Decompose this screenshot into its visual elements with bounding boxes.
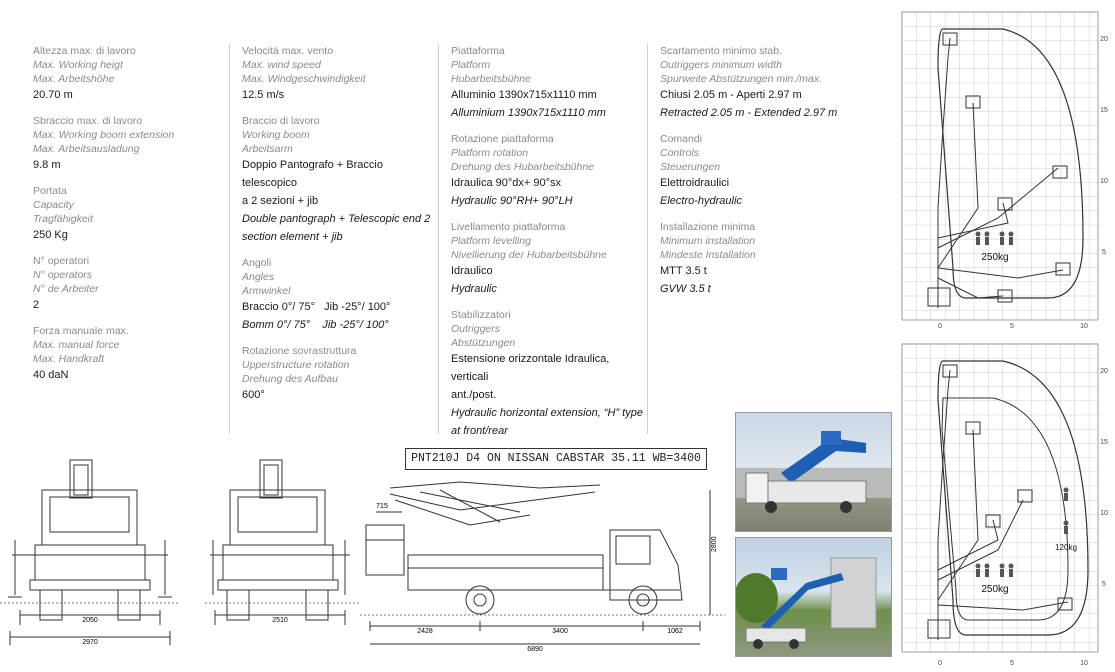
y-tick: 20	[1100, 368, 1108, 375]
load-label: 120kg	[1055, 543, 1077, 552]
dim-wheelbase: 3400	[552, 628, 568, 635]
spec-column-1	[33, 44, 228, 394]
spec-value: 600°	[242, 389, 265, 401]
spec-outrigger-width	[660, 44, 855, 122]
y-tick: 15	[1100, 107, 1108, 114]
spec-platform-levelling	[451, 220, 646, 298]
front-view-closed	[0, 455, 180, 655]
label-de: Mindeste Installation	[660, 249, 756, 261]
label-en: Capacity	[33, 199, 74, 211]
dim-height: 2800	[711, 536, 718, 552]
boom-positions	[928, 365, 1072, 640]
y-tick: 10	[1100, 510, 1108, 517]
truck-photo-boom-extended	[735, 537, 892, 657]
label-de: N° de Arbeiter	[33, 283, 99, 295]
label-de: Spurweite Abstützungen min./max.	[660, 73, 822, 85]
load-label: 250kg	[981, 252, 1009, 263]
chart-frame	[902, 344, 1098, 652]
spec-value: 9.8 m	[33, 159, 61, 171]
y-tick: 5	[1102, 249, 1106, 256]
working-range-chart-bottom	[898, 340, 1110, 668]
boom-positions	[928, 33, 1070, 308]
x-tick: 5	[1010, 323, 1014, 330]
working-range-chart-top	[898, 8, 1110, 336]
label-en: Max. Working boom extension	[33, 129, 175, 141]
label-it: Forza manuale max.	[33, 325, 129, 337]
spec-value: 12.5 m/s	[242, 89, 285, 101]
spec-min-installation	[660, 220, 855, 298]
front-view-open	[205, 455, 360, 655]
spec-working-boom	[242, 114, 437, 246]
dim-total-length: 6890	[527, 646, 543, 653]
label-en: Max. wind speed	[242, 59, 321, 71]
spec-rotation	[242, 344, 437, 404]
spec-value-en: Double pantograph + Telescopic end 2	[242, 213, 431, 225]
spec-value-en: at front/rear	[451, 425, 508, 437]
label-it: Rotazione sovrastruttura	[242, 345, 357, 357]
photo-illustration	[736, 413, 891, 531]
label-it: Braccio di lavoro	[242, 115, 320, 127]
spec-angles	[242, 256, 437, 334]
spec-capacity	[33, 184, 228, 244]
spec-max-boom-extension	[33, 114, 228, 174]
label-en: N° operators	[33, 269, 93, 281]
label-de: Tragfähigkeit	[33, 213, 93, 225]
operators-icon	[976, 232, 1014, 246]
dim-platform-width: 715	[376, 503, 388, 510]
label-en: Max. Working heigt	[33, 59, 123, 71]
spec-wind-speed	[242, 44, 437, 104]
spec-operators	[33, 254, 228, 314]
label-en: Outriggers	[451, 323, 501, 335]
separator	[647, 44, 648, 434]
spec-column-2	[242, 44, 437, 414]
label-it: N° operatori	[33, 255, 90, 267]
label-de: Max. Arbeitshöhe	[33, 73, 115, 85]
label-de: Drehung des Hubarbeitsbühne	[451, 161, 595, 173]
dim-front-closed: 2050	[82, 617, 98, 624]
spec-controls	[660, 132, 855, 210]
x-tick: 10	[1080, 323, 1088, 330]
spec-outriggers	[451, 308, 646, 440]
spec-value-en: Retracted 2.05 m - Extended 2.97 m	[660, 107, 838, 119]
x-tick: 0	[938, 323, 942, 330]
chart-grid	[902, 12, 1098, 320]
label-de: Max. Windgeschwindigkeit	[242, 73, 366, 85]
label-en: Working boom	[242, 129, 310, 141]
spec-value: Chiusi 2.05 m - Aperti 2.97 m	[660, 89, 802, 101]
label-en: Outriggers minimum width	[660, 59, 782, 71]
label-de: Max. Arbeitsausladung	[33, 143, 140, 155]
spec-value-en: Hydraulic	[451, 283, 497, 295]
spec-value: MTT 3.5 t	[660, 265, 707, 277]
label-de: Max. Handkraft	[33, 353, 105, 365]
x-tick: 5	[1010, 660, 1014, 667]
label-de: Steuerungen	[660, 161, 721, 173]
spec-value-en: Hydraulic horizontal extension, “H” type	[451, 407, 643, 419]
y-tick: 10	[1100, 178, 1108, 185]
label-en: Upperstructure rotation	[242, 359, 350, 371]
dim-rear-overhang: 2428	[417, 628, 433, 635]
y-tick: 15	[1100, 439, 1108, 446]
spec-value-en: Bomm 0°/ 75° Jib -25°/ 100°	[242, 319, 389, 331]
spec-max-working-height	[33, 44, 228, 104]
model-title: PNT210J D4 ON NISSAN CABSTAR 35.11 WB=3400	[405, 448, 707, 470]
label-it: Rotazione piattaforma	[451, 133, 554, 145]
label-it: Comandi	[660, 133, 703, 145]
spec-value: Braccio 0°/ 75° Jib -25°/ 100°	[242, 301, 391, 313]
label-en: Minimum installation	[660, 235, 756, 247]
spec-platform	[451, 44, 646, 122]
photo-illustration	[736, 538, 891, 656]
spec-value: 40 daN	[33, 369, 69, 381]
dim-front-open: 2970	[82, 639, 98, 646]
label-it: Stabilizzatori	[451, 309, 511, 321]
spec-value: ant./post.	[451, 389, 497, 401]
spec-value: Doppio Pantografo + Braccio telescopico	[242, 159, 383, 189]
spec-value: 2	[33, 299, 40, 311]
separator	[438, 44, 439, 434]
x-tick: 10	[1080, 660, 1088, 667]
label-it: Livellamento piattaforma	[451, 221, 566, 233]
label-it: Angoli	[242, 257, 272, 269]
spec-column-4	[660, 44, 855, 308]
load-label: 250kg	[981, 584, 1009, 595]
y-tick: 20	[1100, 36, 1108, 43]
spec-value: Idraulica 90°dx+ 90°sx	[451, 177, 561, 189]
x-tick: 0	[938, 660, 942, 667]
chart-frame	[902, 12, 1098, 320]
spec-value: 20.70 m	[33, 89, 73, 101]
label-de: Abstützungen	[451, 337, 516, 349]
label-en: Platform rotation	[451, 147, 529, 159]
spec-manual-force	[33, 324, 228, 384]
dim-rear-closed: 2510	[272, 617, 288, 624]
side-view-truck	[360, 470, 725, 660]
spec-value-en: section element + jib	[242, 231, 343, 243]
label-de: Arbeitsarm	[242, 143, 293, 155]
truck-photo-boom-raised	[735, 412, 892, 532]
label-it: Scartamento minimo stab.	[660, 45, 782, 57]
label-en: Max. manual force	[33, 339, 120, 351]
label-it: Piattaforma	[451, 45, 505, 57]
spec-value-en: Hydraulic 90°RH+ 90°LH	[451, 195, 573, 207]
spec-platform-rotation	[451, 132, 646, 210]
label-en: Platform	[451, 59, 491, 71]
label-en: Platform levelling	[451, 235, 531, 247]
label-en: Controls	[660, 147, 700, 159]
separator	[229, 44, 230, 434]
spec-value: Alluminio 1390x715x1110 mm	[451, 89, 597, 101]
label-en: Angles	[242, 271, 275, 283]
spec-value-en: Electro-hydraulic	[660, 195, 742, 207]
label-de: Armwinkel	[242, 285, 291, 297]
spec-value: a 2 sezioni + jib	[242, 195, 319, 207]
dim-front-overhang: 1062	[667, 628, 683, 635]
spec-column-3	[451, 44, 646, 450]
spec-value-en: GVW 3.5 t	[660, 283, 711, 295]
label-it: Altezza max. di lavoro	[33, 45, 136, 57]
y-tick: 5	[1102, 581, 1106, 588]
label-de: Drehung des Aufbau	[242, 373, 338, 385]
chart-grid	[902, 344, 1098, 652]
spec-value-en: Alluminium 1390x715x1110 mm	[451, 107, 606, 119]
spec-value: 250 Kg	[33, 229, 68, 241]
label-it: Sbraccio max. di lavoro	[33, 115, 143, 127]
label-de: Nivellierung der Hubarbeitsbühne	[451, 249, 607, 261]
label-de: Hubarbeitsbühne	[451, 73, 531, 85]
spec-value: Idraulico	[451, 265, 493, 277]
spec-value: Elettroidraulici	[660, 177, 730, 189]
label-it: Velocità max. vento	[242, 45, 334, 57]
label-it: Portata	[33, 185, 67, 197]
label-it: Installazione minima	[660, 221, 756, 233]
spec-value: Estensione orizzontale Idraulica, verticali	[451, 353, 610, 383]
